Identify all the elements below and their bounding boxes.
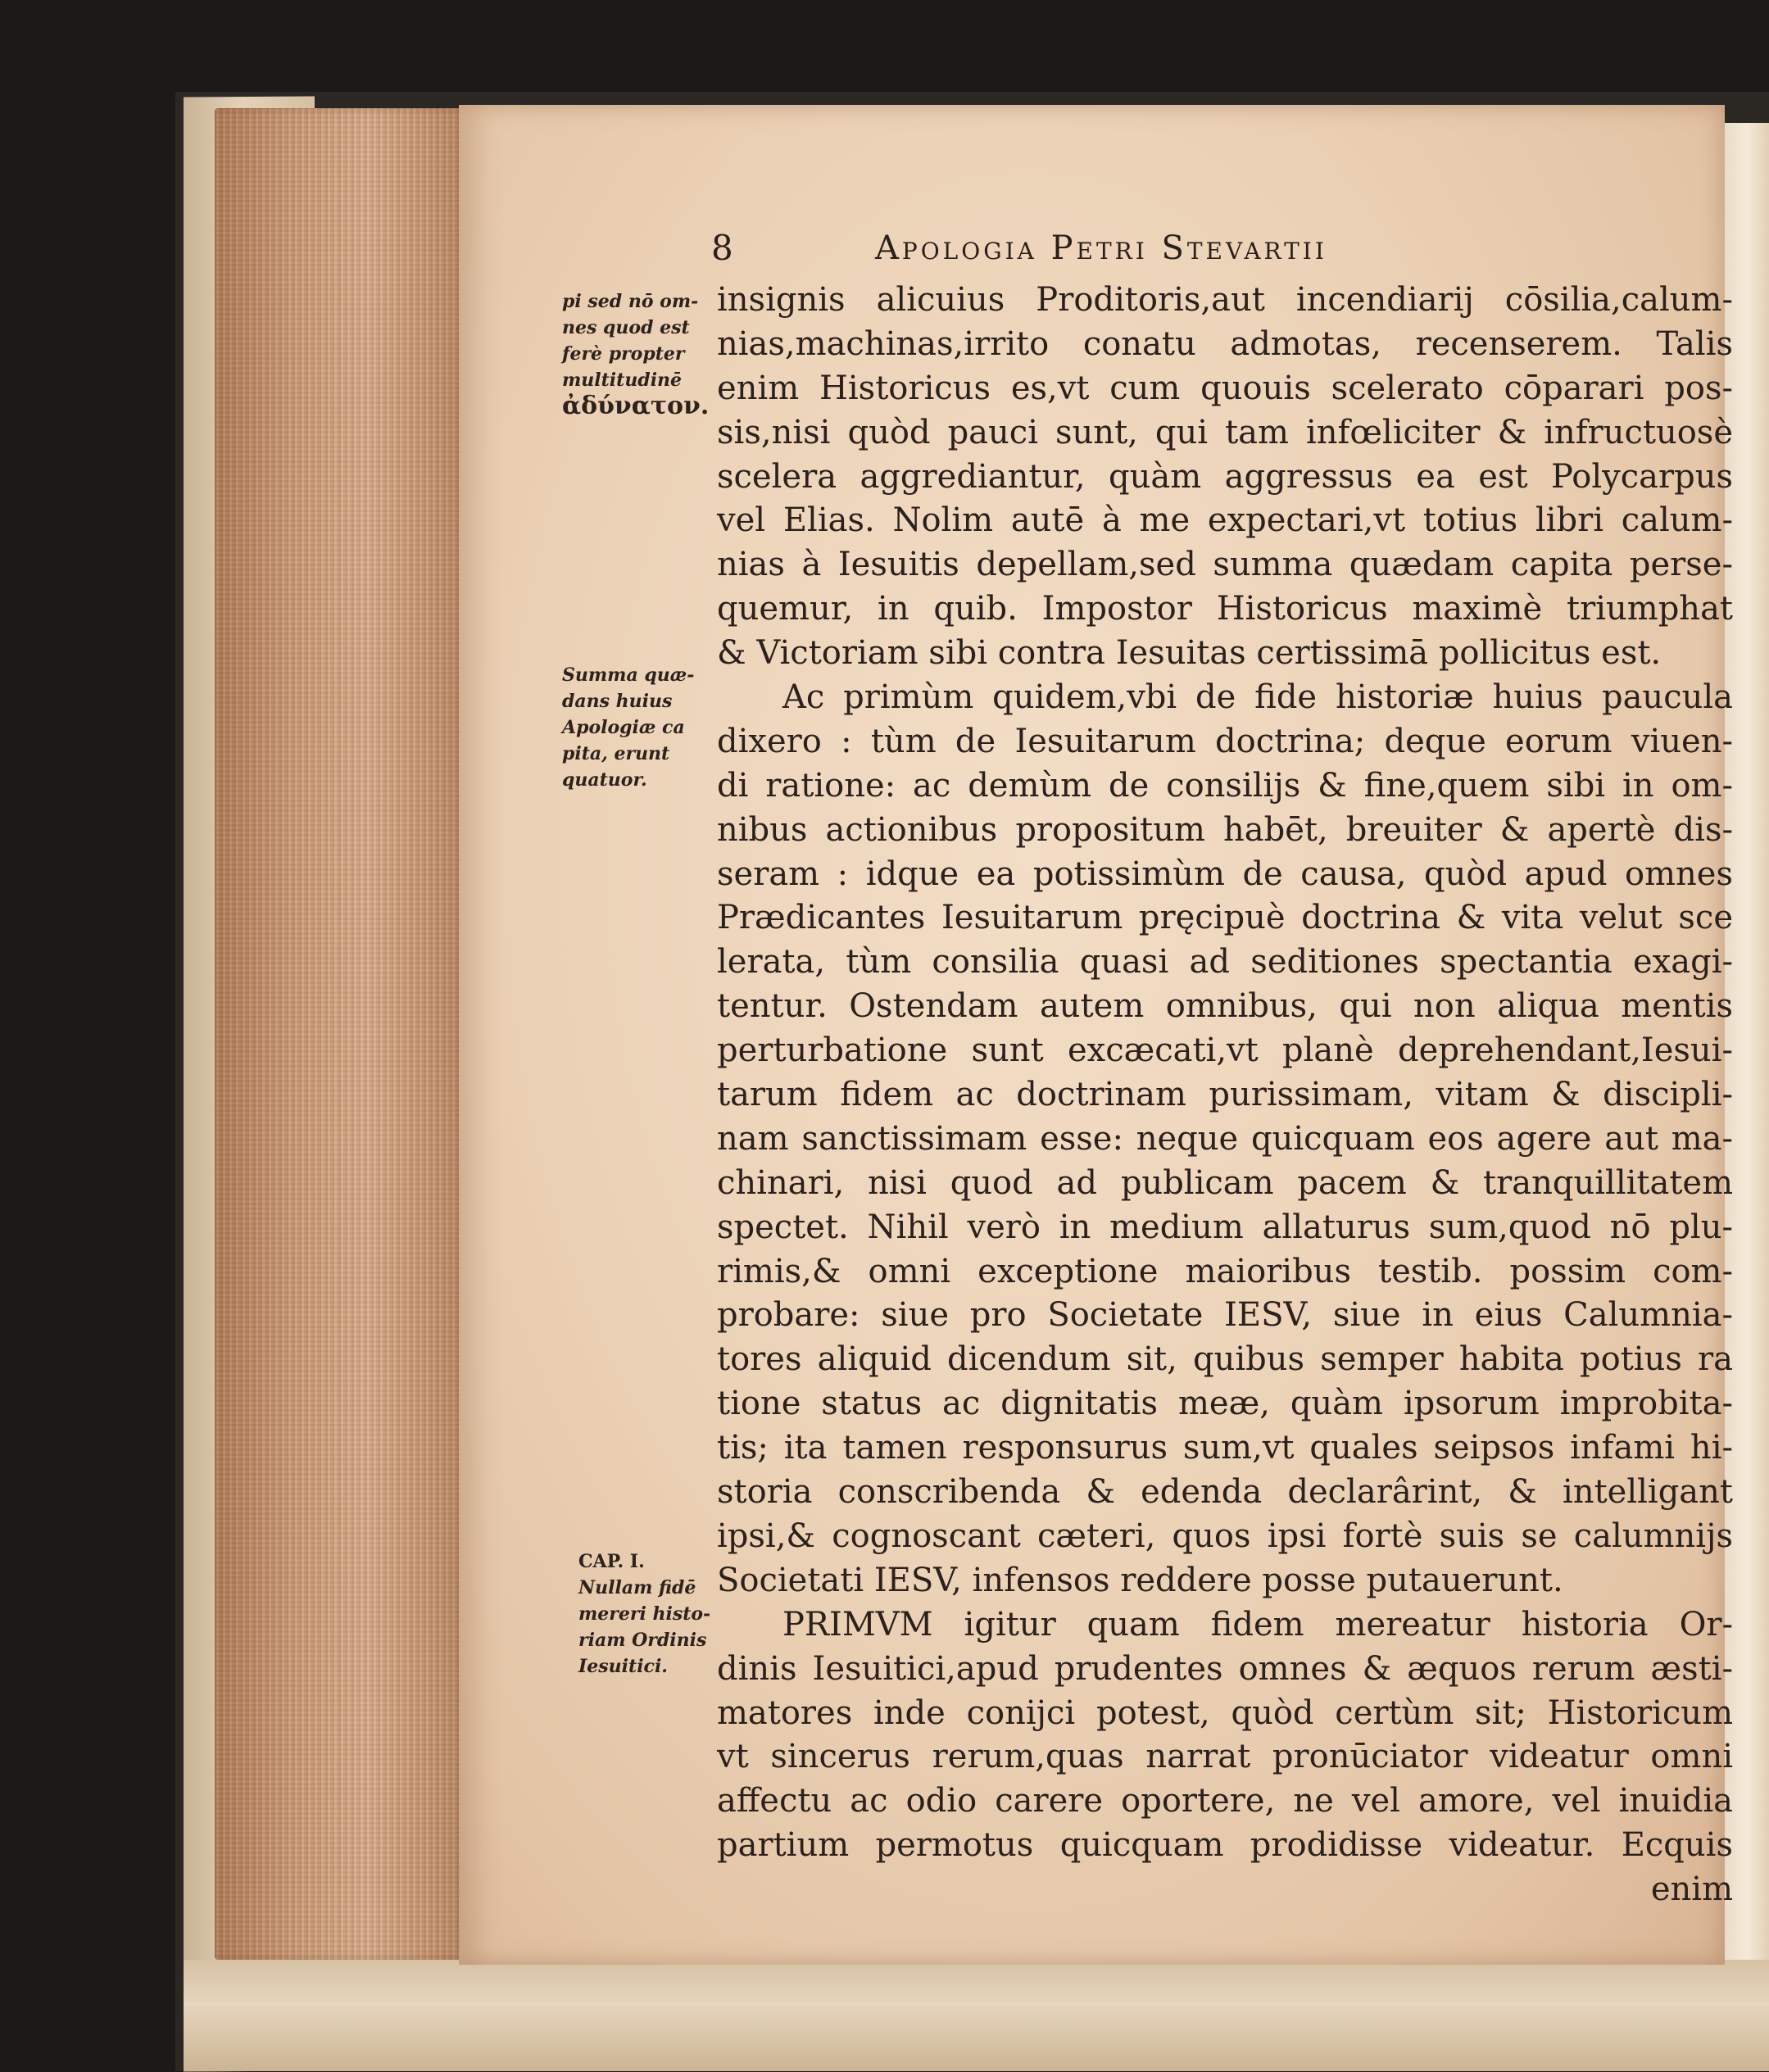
- text-line: affectu ac odio carere oportere, ne vel amore, vel inuidia: [717, 1782, 1733, 1820]
- text-line: matores inde conijci potest, quòd certùm sit; Historicum: [717, 1693, 1733, 1732]
- text-line: nias à Iesuitis depellam,sed summa quædam capita perse-: [717, 546, 1733, 584]
- text-line: dixero : tùm de Iesuitarum doctrina; deque eorum viuen-: [717, 722, 1733, 760]
- text-line: nias,machinas,irrito conatu admotas, recenserem. Talis: [717, 324, 1733, 363]
- text-line: nibus actionibus propositum habēt, breuiter & apertè dis-: [717, 810, 1733, 849]
- text-line: storia conscribenda & edenda declarârint, & intelligant: [717, 1473, 1733, 1512]
- text-line: seram : idque ea potissimùm de causa, quòd apud omnes: [717, 855, 1733, 893]
- margin-note-line: Apologiæ ca: [562, 717, 685, 738]
- text-line: di ratione: ac demùm de consilijs & fine,quem sibi in om-: [717, 766, 1733, 805]
- text-line: perturbatione sunt excæcati,vt planè deprehendant,Iesui-: [717, 1031, 1733, 1070]
- margin-note-line: pita, erunt: [562, 743, 670, 764]
- margin-note-greek: [562, 288, 709, 419]
- margin-note-line: CAP. I.: [578, 1551, 645, 1572]
- text-line: sis,nisi quòd pauci sunt, qui tam infœliciter & infructuosè: [717, 413, 1733, 451]
- text-line: Prædicantes Iesuitarum pręcipuè doctrina & vita velut sce: [717, 899, 1733, 937]
- catchword: enim: [1650, 1870, 1733, 1909]
- margin-note-line: Nullam fidē: [578, 1577, 696, 1598]
- margin-note-line: nes quod est: [562, 317, 690, 338]
- margin-note-line: riam Ordinis: [578, 1630, 707, 1651]
- text-line: vel Elias. Nolim autē à me expectari,vt totius libri calum-: [717, 501, 1733, 540]
- text-line: PRIMVM igitur quam fidem mereatur historia Or-: [782, 1605, 1733, 1644]
- text-line: probare: siue pro Societate IESV, siue in eius Calumnia-: [717, 1296, 1733, 1335]
- text-line: enim Historicus es,vt cum quouis scelerato cōparari pos-: [717, 369, 1733, 407]
- text-line: rimis,& omni exceptione maioribus testib. possim com-: [717, 1252, 1733, 1290]
- margin-note-line: dans huius: [562, 691, 673, 712]
- text-line: tentur. Ostendam autem omnibus, qui non aliqua mentis: [717, 987, 1733, 1026]
- text-line: tarum fidem ac doctrinam purissimam, vitam & discipli-: [717, 1076, 1733, 1114]
- margin-note-line: Summa quæ-: [562, 664, 695, 686]
- text-line: tione status ac dignitatis meæ, quàm ipsorum improbita-: [717, 1385, 1733, 1423]
- body-text: [717, 279, 1733, 1912]
- page-header: [711, 228, 1744, 269]
- text-line: tores aliquid dicendum sit, quibus semper habita potius ra: [717, 1340, 1733, 1379]
- text-line: Societati IESV, infensos reddere posse putauerunt.: [717, 1561, 1563, 1599]
- text-line: spectet. Nihil verò in medium allaturus sum,quod nō plu-: [717, 1208, 1733, 1246]
- page-edges: [215, 108, 469, 1960]
- running-title: Apologia Petri Stevartii: [875, 229, 1327, 267]
- margin-note-line: Iesuitici.: [578, 1656, 668, 1677]
- text-line: lerata, tùm consilia quasi ad seditiones spectantia exagi-: [717, 943, 1733, 982]
- text-line: vt sincerus rerum,quas narrat pronūciator videatur omni: [717, 1738, 1733, 1776]
- margin-note-line: quatuor.: [562, 769, 647, 791]
- page-number: 8: [711, 228, 733, 268]
- margin-note-chapter: [578, 1548, 710, 1680]
- text-line: partium permotus quicquam prodidisse videatur. Ecquis: [717, 1826, 1733, 1865]
- margin-note-line: multitudinē: [562, 370, 683, 391]
- margin-note-summary: [562, 662, 694, 793]
- text-line: Ac primùm quidem,vbi de fide historiæ huius paucula: [782, 678, 1733, 717]
- text-line: quemur, in quib. Impostor Historicus maximè triumphat: [717, 590, 1733, 628]
- text-line: dinis Iesuitici,apud prudentes omnes & æquos rerum æsti-: [717, 1649, 1733, 1688]
- margin-note-line: ἀδύνατον.: [562, 392, 710, 420]
- text-line: ipsi,& cognoscant cæteri, quos ipsi fortè suis se calumnijs: [717, 1517, 1733, 1555]
- margin-note-line: ferè propter: [562, 343, 685, 365]
- text-line: chinari, nisi quod ad publicam pacem & tranquillitatem: [717, 1163, 1733, 1202]
- margin-note-line: mereri histo-: [578, 1603, 711, 1625]
- text-line: scelera aggrediantur, quàm aggressus ea est Polycarpus: [717, 457, 1733, 496]
- text-line: insignis alicuius Proditoris,aut incendiarij cōsilia,calum-: [717, 281, 1733, 319]
- text-line: nam sanctissimam esse: neque quicquam eos agere aut ma-: [717, 1119, 1733, 1158]
- text-line: tis; ita tamen responsurus sum,vt quales seipsos infami hi-: [717, 1429, 1733, 1467]
- margin-note-line: pi sed nō om-: [562, 291, 699, 312]
- bottom-binding: [184, 1960, 1769, 2071]
- text-line: & Victoriam sibi contra Iesuitas certissimā pollicitus est.: [717, 634, 1662, 673]
